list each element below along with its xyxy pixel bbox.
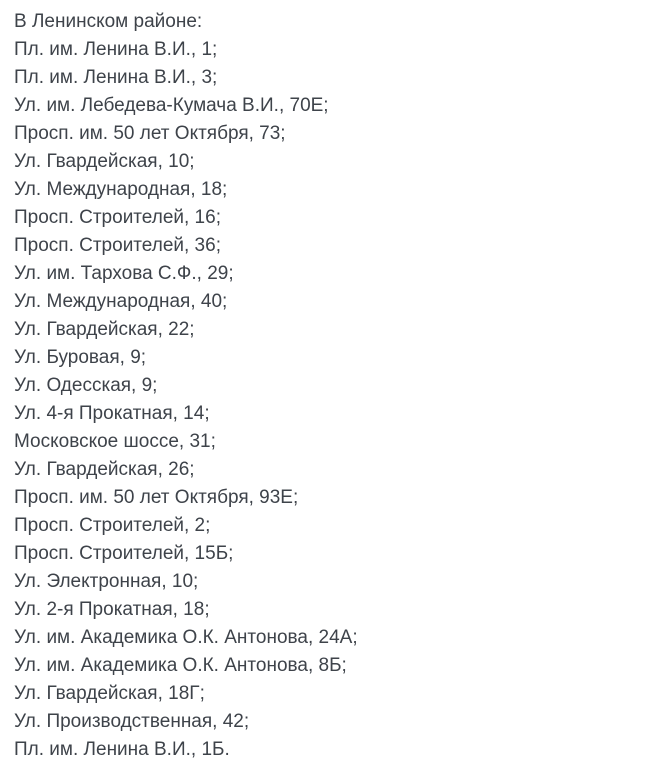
address-line: Пл. им. Ленина В.И., 1Б. xyxy=(14,739,230,760)
district-heading: В Ленинском районе: xyxy=(14,11,203,32)
address-line: Ул. Одесская, 9; xyxy=(14,375,158,396)
address-line: Просп. Строителей, 16; xyxy=(14,207,221,228)
address-line: Московское шоссе, 31; xyxy=(14,431,216,452)
address-line: Ул. Буровая, 9; xyxy=(14,347,147,368)
address-line: Ул. им. Академика О.К. Антонова, 24А; xyxy=(14,627,358,648)
address-line: Просп. им. 50 лет Октября, 73; xyxy=(14,123,286,144)
address-line: Ул. Международная, 40; xyxy=(14,291,228,312)
address-line: Просп. Строителей, 2; xyxy=(14,515,211,536)
address-line: Ул. им. Академика О.К. Антонова, 8Б; xyxy=(14,655,347,676)
address-line: Ул. Электронная, 10; xyxy=(14,571,199,592)
address-line: Ул. 2-я Прокатная, 18; xyxy=(14,599,210,620)
address-line: Просп. Строителей, 36; xyxy=(14,235,221,256)
address-line: Ул. Гвардейская, 26; xyxy=(14,459,195,480)
address-line: Ул. им. Лебедева-Кумача В.И., 70Е; xyxy=(14,95,329,116)
address-line: Ул. им. Тархова С.Ф., 29; xyxy=(14,263,234,284)
address-line: Ул. Гвардейская, 22; xyxy=(14,319,195,340)
address-line: Просп. Строителей, 15Б; xyxy=(14,543,234,564)
address-line: Ул. Гвардейская, 18Г; xyxy=(14,683,205,704)
address-line: Просп. им. 50 лет Октября, 93Е; xyxy=(14,487,299,508)
address-list xyxy=(14,36,641,764)
address-line: Ул. 4-я Прокатная, 14; xyxy=(14,403,210,424)
address-line: Ул. Международная, 18; xyxy=(14,179,228,200)
address-line: Ул. Гвардейская, 10; xyxy=(14,151,195,172)
address-line: Пл. им. Ленина В.И., 3; xyxy=(14,67,218,88)
address-line: Пл. им. Ленина В.И., 1; xyxy=(14,39,218,60)
address-line: Ул. Производственная, 42; xyxy=(14,711,250,732)
